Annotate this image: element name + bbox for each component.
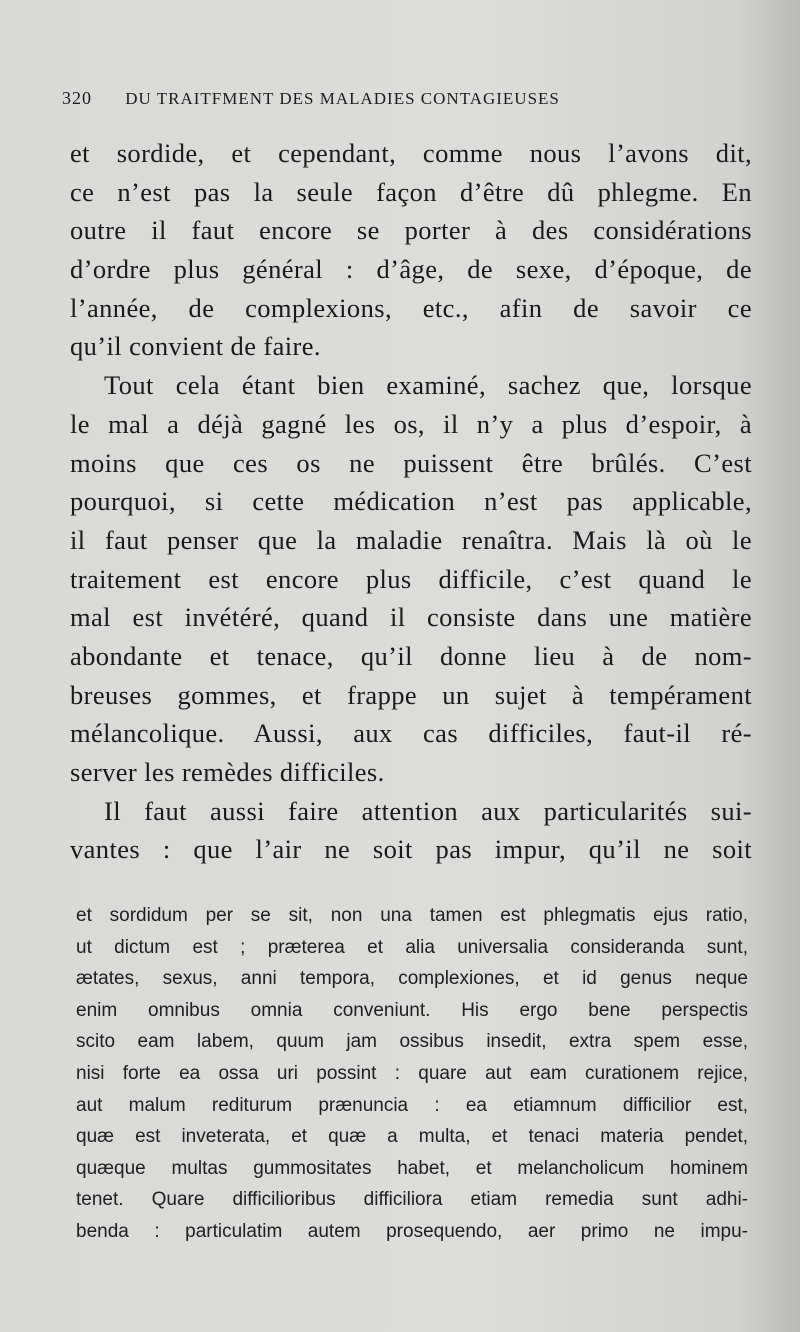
- latin-note-line: quæ est inveterata, et quæ a multa, et tenaci materia pendet,: [76, 1126, 748, 1148]
- main-text-line: mélancolique. Aussi, aux cas difficiles, faut-il ré-: [70, 718, 752, 749]
- main-text-line: l’année, de complexions, etc., afin de savoir ce: [70, 292, 752, 323]
- main-text-line: Il faut aussi faire attention aux particularités sui-: [104, 795, 752, 826]
- main-text-line: qu’il convient de faire.: [70, 331, 321, 362]
- main-text-line: server les remèdes difficiles.: [70, 757, 385, 787]
- main-text-line: mal est invétéré, quand il consiste dans une matière: [70, 602, 752, 633]
- page-header: [62, 88, 752, 114]
- main-text-line: Tout cela étant bien examiné, sachez que, lorsque: [104, 370, 752, 401]
- main-text-line: abondante et tenace, qu’il donne lieu à de nom-: [70, 640, 752, 671]
- latin-note-line: ætates, sexus, anni tempora, complexiones, et id genus neque: [76, 968, 748, 990]
- main-text-line: pourquoi, si cette médication n’est pas applicable,: [70, 486, 752, 517]
- main-text-line: ce n’est pas la seule façon d’être dû phlegme. En: [70, 176, 752, 207]
- latin-note-line: scito eam labem, quum jam ossibus insedit, extra spem esse,: [76, 1031, 748, 1053]
- latin-note-line: benda : particulatim autem prosequendo, aer primo ne impu-: [76, 1220, 748, 1242]
- main-text-block: [70, 134, 752, 869]
- latin-note-block: [76, 900, 748, 1248]
- main-text-line: le mal a déjà gagné les os, il n’y a plus d’espoir, à: [70, 408, 752, 439]
- main-text-line: et sordide, et cependant, comme nous l’avons dit,: [70, 138, 752, 168]
- main-text-line: moins que ces os ne puissent être brûlés. C’est: [70, 447, 752, 478]
- latin-note-line: quæque multas gummositates habet, et melancholicum hominem: [76, 1157, 748, 1179]
- latin-note-line: enim omnibus omnia conveniunt. His ergo bene perspectis: [76, 999, 748, 1021]
- latin-note-line: aut malum rediturum prænuncia : ea etiamnum difficilior est,: [76, 1094, 748, 1116]
- main-text-line: vantes : que l’air ne soit pas impur, qu’il ne soit: [70, 834, 752, 865]
- latin-note-line: et sordidum per se sit, non una tamen est phlegmatis ejus ratio,: [76, 905, 748, 926]
- latin-note-line: tenet. Quare difficilioribus difficiliora etiam remedia sunt adhi-: [76, 1189, 748, 1211]
- main-text-line: breuses gommes, et frappe un sujet à tempérament: [70, 679, 752, 710]
- main-text-line: il faut penser que la maladie renaîtra. Mais là où le: [70, 524, 752, 555]
- latin-note-line: ut dictum est ; præterea et alia universalia consideranda sunt,: [76, 936, 748, 958]
- page-number: 320: [62, 88, 92, 108]
- main-text-line: d’ordre plus général : d’âge, de sexe, d’époque, de: [70, 254, 752, 285]
- running-title: DU TRAITFMENT DES MALADIES CONTAGIEUSES: [125, 89, 560, 108]
- main-text-line: traitement est encore plus difficile, c’est quand le: [70, 563, 752, 594]
- main-text-line: outre il faut encore se porter à des considérations: [70, 215, 752, 246]
- latin-note-line: nisi forte ea ossa uri possint : quare aut eam curationem rejice,: [76, 1062, 748, 1084]
